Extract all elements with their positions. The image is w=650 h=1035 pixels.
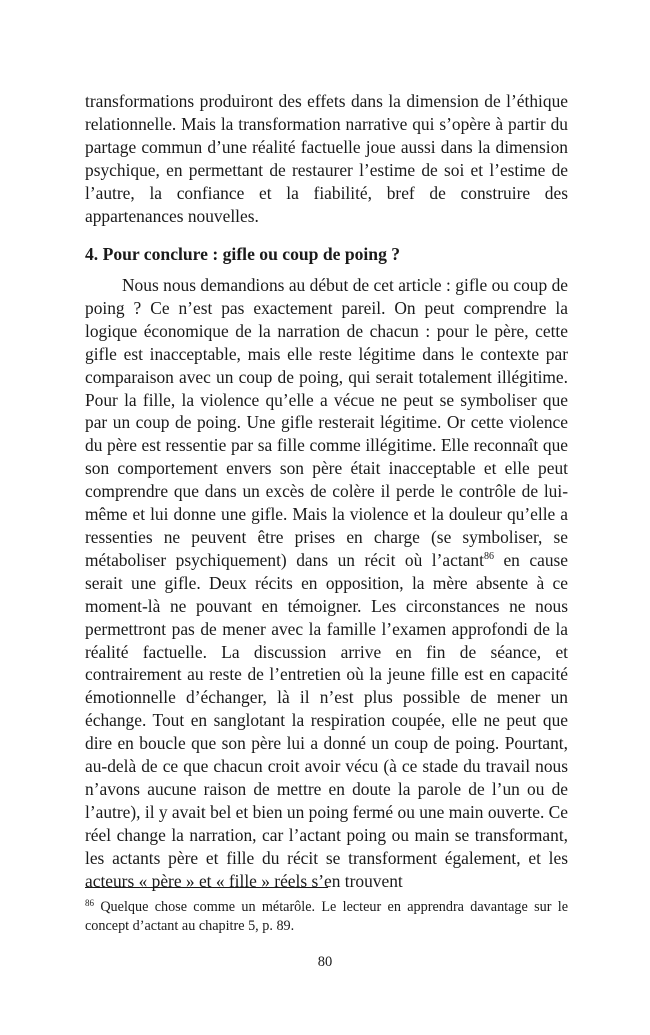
- footnote-marker: 86: [85, 898, 94, 908]
- footnote: [85, 898, 568, 936]
- section-heading: 4. Pour conclure : gifle ou coup de poing ?: [85, 244, 401, 264]
- intro-paragraph: transformations produiront des effets dans la dimension de l’éthique relationnelle. Mais la transformation narrative qui s’opère à partir du partage commun d’une réalité factuelle joue aussi dans la dimension psychique, en permettant de restaurer l’estime de soi et l’estime de l’autre, la confiance et la fiabilité, bref de construire des appartenances nouvelles.: [85, 91, 568, 226]
- intro-paragraph-block: [85, 90, 568, 227]
- body-text-part1: Nous nous demandions au début de cet article : gifle ou coup de poing ? Ce n’est pas exactement pareil. On peut comprendre la logique économique de la narration de chacun : pour le père, cette gifle est inacceptable, mais elle reste légitime dans le contexte par comparaison avec un coup de poing, qui serait totalement illégitime. Pour la fille, la violence qu’elle a vécue ne peut se symboliser que par un coup de poing. Une gifle resterait légitime. Or cette violence du père est ressentie par sa fille comme illégitime. Elle reconnaît que son comportement envers son père était inacceptable et elle peut comprendre que dans un excès de colère il perde le contrôle de lui-même et lui donne une gifle. Mais la violence et la douleur qu’elle a ressenties ne peuvent être prises en charge (se symboliser, se métaboliser psychiquement) dans un récit où l’actant: [85, 275, 568, 570]
- page-number: 80: [317, 954, 333, 970]
- footnote-separator: [85, 887, 328, 888]
- footnote-reference[interactable]: 86: [483, 550, 494, 562]
- footnote-text: Quelque chose comme un métarôle. Le lecteur en apprendra davantage sur le concept d’actant au chapitre 5, p. 89.: [85, 899, 568, 934]
- body-paragraph: [85, 274, 568, 892]
- body-paragraph-block: [85, 274, 568, 892]
- body-text-part2: en cause serait une gifle. Deux récits en opposition, la mère absente à ce moment-là ne pouvant en témoigner. Les circonstances ne nous permettront pas de mener avec la famille l’examen approfondi de la réalité factuelle. La discussion arrive en fin de séance, et contrairement au reste de l’entretien où la jeune fille est en capacité émotionnelle d’échanger, là il n’est plus possible de mener un échange. Tout en sanglotant la respiration coupée, elle ne peut que dire en boucle que son père lui a donné un coup de poing. Pourtant, au-delà de ce que chacun croit avoir vécu (à ce stade du travail nous n’avons aucune raison de mettre en doute la parole de l’un ou de l’autre), il y avait bel et bien un poing fermé ou une main ouverte. Ce réel change la narration, car l’actant poing ou main se transformant, les actants père et fille du récit se transforment également, et les acteurs « père » et « fille » réels s’en trouvent: [85, 549, 569, 891]
